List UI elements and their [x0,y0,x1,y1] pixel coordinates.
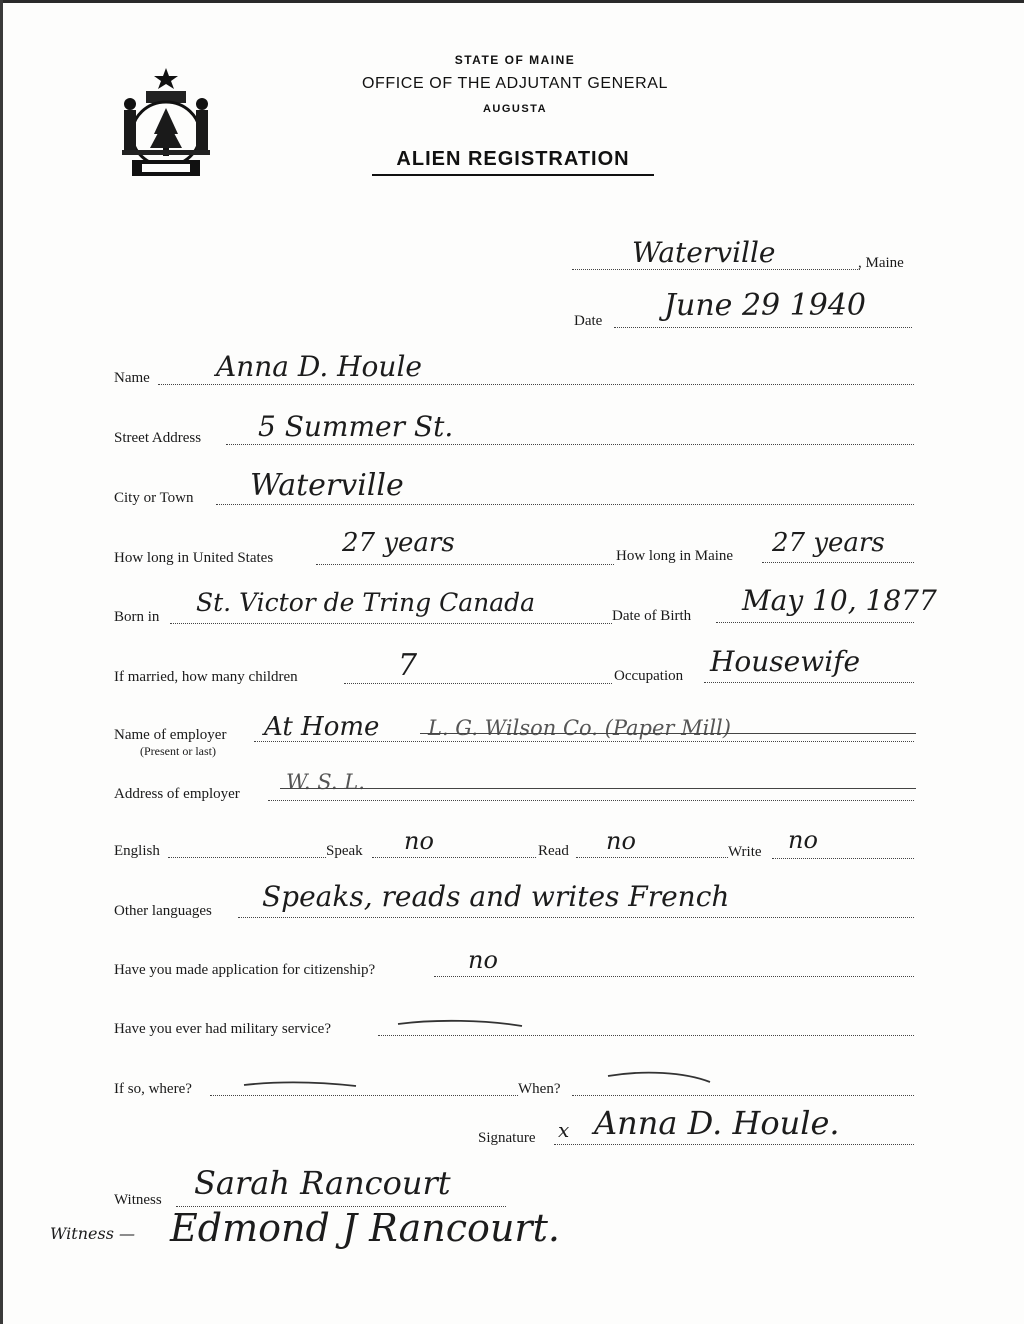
military-line [378,1035,914,1036]
place-line [572,269,860,270]
street-address-label: Street Address [114,430,202,446]
when-line [572,1095,914,1096]
form-title: ALIEN REGISTRATION [372,148,654,176]
citizenship-label: Have you made application for citizenship? [114,962,376,978]
signature-mark: x [558,1118,570,1142]
signature-label: Signature [478,1130,536,1146]
children-label: If married, how many children [114,669,298,685]
city-line [216,504,914,505]
born-in-value: St. Victor de Tring Canada [196,588,536,617]
date-of-birth-value: May 10, 1877 [742,584,937,617]
employer-name-label: Name of employer [114,727,227,743]
name-label: Name [114,370,150,386]
when-dash-mark [604,1068,714,1088]
how-long-us-label: How long in United States [114,550,274,566]
how-long-maine-label: How long in Maine [616,548,734,564]
employer-address-struck-text: W. S. L. [286,770,365,794]
employer-address-strikethrough [280,788,916,789]
occupation-label: Occupation [614,668,684,684]
occupation-value: Housewife [710,645,861,678]
how-long-maine-line [762,562,914,563]
english-line [168,857,326,858]
signature-line [554,1144,914,1145]
witness-signature: Sarah Rancourt [194,1164,451,1202]
children-line [344,683,612,684]
born-in-label: Born in [114,609,160,625]
how-long-us-value: 27 years [342,528,455,558]
english-speak-label: Speak [326,843,363,859]
date-of-birth-label: Date of Birth [612,608,692,624]
occupation-line [704,682,914,683]
when-label: When? [518,1081,561,1097]
scan-edge-left [0,0,3,1324]
other-languages-value: Speaks, reads and writes French [262,880,730,913]
witness-label: Witness [114,1192,162,1208]
employer-address-label: Address of employer [114,786,240,802]
header-office: OFFICE OF THE ADJUTANT GENERAL [361,75,669,92]
english-write-label: Write [728,844,762,860]
military-dash-mark [396,1016,526,1032]
how-long-maine-value: 27 years [772,528,885,558]
english-speak-value: no [404,827,434,855]
employer-name-strikethrough [420,733,916,734]
place-value: Waterville [632,236,776,269]
children-value: 7 [398,648,418,683]
place-suffix: , Maine [858,255,904,271]
english-read-value: no [606,827,636,855]
other-languages-line [238,917,914,918]
born-in-line [170,623,612,624]
employer-address-line [268,800,914,801]
header-city: AUGUSTA [482,103,548,115]
english-write-line [772,858,914,859]
where-label: If so, where? [114,1081,192,1097]
citizenship-line [434,976,914,977]
city-value: Waterville [250,468,404,503]
witness2-signature: Edmond J Rancourt. [170,1206,560,1250]
maine-state-seal-icon [112,64,220,182]
date-of-birth-line [716,622,914,623]
street-address-value: 5 Summer St. [258,410,454,443]
witness2-label: Witness — [50,1224,135,1243]
english-read-line [576,857,728,858]
employer-name-sublabel: (Present or last) [140,744,216,758]
employer-name-struck-text: L. G. Wilson Co. (Paper Mill) [428,716,731,740]
english-write-value: no [788,826,818,854]
military-label: Have you ever had military service? [114,1021,331,1037]
english-label: English [114,843,160,859]
english-speak-line [372,857,536,858]
name-value: Anna D. Houle [216,350,422,383]
date-value: June 29 1940 [664,288,867,323]
header-state: STATE OF MAINE [454,53,576,67]
date-line [614,327,912,328]
employer-name-value: At Home [264,712,380,742]
where-line [210,1095,518,1096]
other-languages-label: Other languages [114,903,212,919]
english-read-label: Read [538,843,569,859]
citizenship-value: no [468,946,498,974]
name-line [158,384,914,385]
date-label: Date [574,313,603,329]
where-dash-mark [240,1076,360,1092]
city-label: City or Town [114,490,194,506]
street-address-line [226,444,914,445]
how-long-us-line [316,564,614,565]
scan-edge-top [0,0,1024,3]
signature-value: Anna D. Houle. [594,1104,840,1142]
